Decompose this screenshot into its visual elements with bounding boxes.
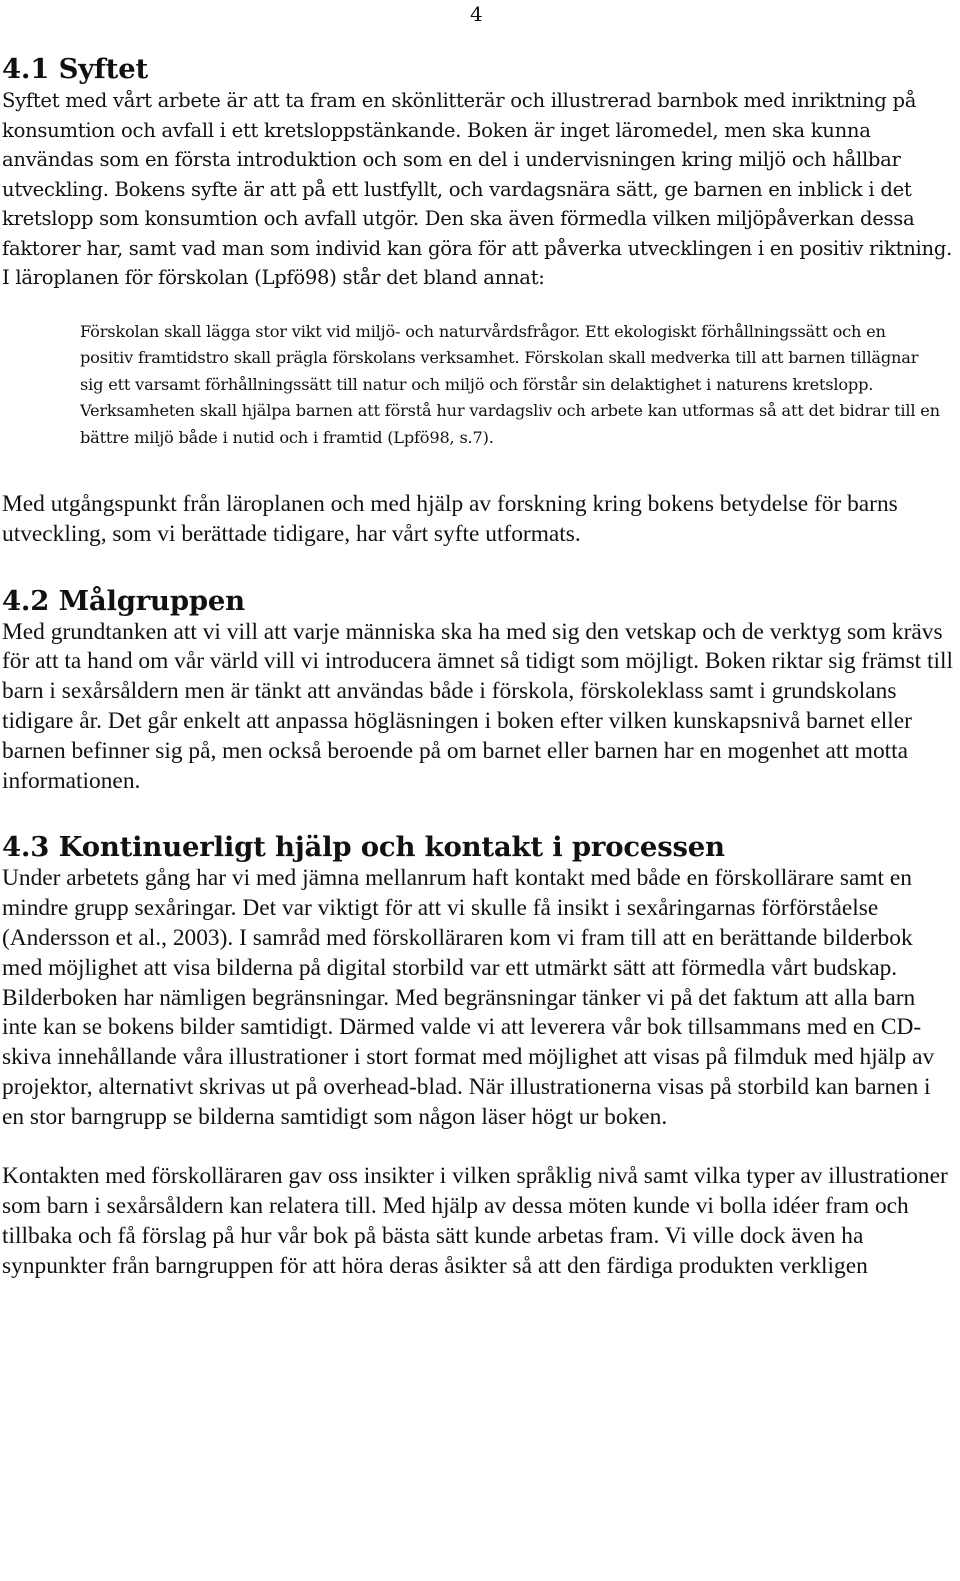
- page-content: [2, 52, 954, 1282]
- body-paragraph: Under arbetets gång har vi med jämna mellanrum haft kontakt med både en förskollärare samt en mindre grupp sexåringar. Det var viktigt för att vi skulle få insikt i sexåringarnas förförståelse (Andersson et al., 2003). I samråd med förskolläraren kom vi fram till att en berättande bilderbok med möjlighet att visa bilderna på digital storbild var ett utmärkt sätt att förmedla vårt budskap. Bilderboken har nämligen begränsningar. Med begränsningar tänker vi på det faktum att alla barn inte kan se bokens bilder samtidigt. Därmed valde vi att leverera vår bok tillsammans med en CD-skiva innehållande våra illustrationer i stort format med möjlighet att visas på filmduk med hjälp av projektor, alternativt skrivas ut på overhead-blad. När illustrationerna visas på storbild kan barnen i en stor barngrupp se bilderna samtidigt som någon läser högt ur boken.: [2, 865, 935, 1130]
- body-paragraph: Med utgångspunkt från läroplanen och med hjälp av forskning kring bokens betydelse för barns utveckling, som vi berättade tidigare, har vårt syfte utformats.: [2, 491, 898, 547]
- section-heading: 4.1 Syftet: [2, 53, 148, 85]
- body-paragraph: Med grundtanken att vi vill att varje människa ska ha med sig den vetskap och de verktyg som krävs för att ta hand om vår värld vill vi introducera ämnet så tidigt som möjligt. Boken riktar sig främst till barn i sexårsåldern men är tänkt att användas både i förskola, förskoleklass samt i grundskolans tidigare år. Det går enkelt att anpassa högläsningen i boken efter vilken kunskapsnivå barnet eller barnen befinner sig på, men också beroende på om barnet eller barnen har en mogenhet att motta informationen.: [2, 618, 954, 794]
- block-quote: Förskolan skall lägga stor vikt vid miljö- och naturvårdsfrågor. Ett ekologiskt förhållningssätt och en positiv framtidstro skall prägla förskolans verksamhet. Förskolan skall medverka till att barnen tillägnar sig ett varsamt förhållningssätt till natur och miljö och förstår sin delaktighet i naturens kretslopp. Verksamheten skall hjälpa barnen att förstå hur vardagsliv och arbete kan utformas så att det bidrar till en bättre miljö både i nutid och i framtid (Lpfö98, s.7).: [80, 321, 940, 447]
- section-heading: 4.2 Målgruppen: [2, 584, 245, 617]
- body-paragraph: Syftet med vårt arbete är att ta fram en skönlitterär och illustrerad barnbok med inriktning på konsumtion och avfall i ett kretsloppstänkande. Boken är inget läromedel, men ska kunna användas som en första introduktion och som en del i undervisningen kring miljö och hållbar utveckling. Bokens syfte är att på ett lustfyllt, och vardagsnära sätt, ge barnen en inblick i det kretslopp som konsumtion och avfall utgör. Den ska även förmedla vilken miljöpåverkan dessa faktorer har, samt vad man som individ kan göra för att påverka utvecklingen i en positiv riktning. I läroplanen för förskolan (Lpfö98) står det bland annat:: [2, 89, 953, 289]
- section-syftet: [2, 52, 954, 550]
- body-paragraph: Kontakten med förskolläraren gav oss insikter i vilken språklig nivå samt vilka typer av illustrationer som barn i sexårsåldern kan relatera till. Med hjälp av dessa möten kunde vi bolla idéer fram och tillbaka och få förslag på hur vår bok på bästa sätt kunde arbetas fram. Vi ville dock även ha synpunkter från barngruppen för att höra deras åsikter så att den färdiga produkten verkligen: [2, 1163, 948, 1279]
- section-kontakt: [2, 830, 954, 1281]
- section-heading: 4.3 Kontinuerligt hjälp och kontakt i processen: [2, 831, 725, 864]
- page-number: 4: [470, 2, 483, 26]
- section-malgruppen: [2, 584, 954, 797]
